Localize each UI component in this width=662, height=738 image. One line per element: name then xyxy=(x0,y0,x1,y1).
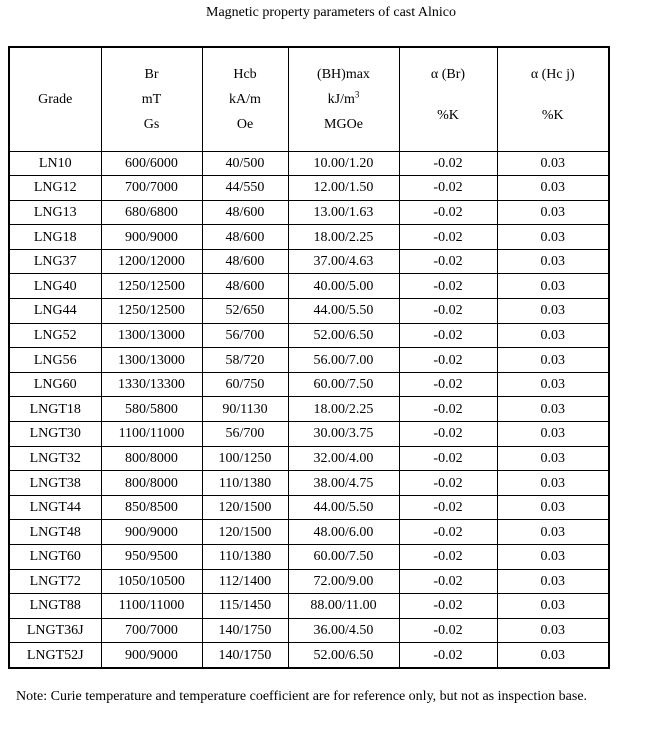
cell-hcb: 120/1500 xyxy=(202,520,288,545)
cell-alpha-br: -0.02 xyxy=(399,323,497,348)
cell-grade: LNGT32 xyxy=(9,446,101,471)
cell-br: 1300/13000 xyxy=(101,348,202,373)
table-row xyxy=(9,397,609,422)
cell-br: 950/9500 xyxy=(101,545,202,570)
cell-hcb: 58/720 xyxy=(202,348,288,373)
cell-br: 600/6000 xyxy=(101,151,202,176)
cell-grade: LNG56 xyxy=(9,348,101,373)
cell-alpha-hcj: 0.03 xyxy=(497,495,609,520)
cell-hcb: 56/700 xyxy=(202,323,288,348)
cell-grade: LNGT38 xyxy=(9,471,101,496)
cell-grade: LNG37 xyxy=(9,249,101,274)
cell-br: 1300/13000 xyxy=(101,323,202,348)
cell-bhmax: 56.00/7.00 xyxy=(288,348,399,373)
table-row xyxy=(9,471,609,496)
cell-bhmax: 36.00/4.50 xyxy=(288,618,399,643)
cell-alpha-br: -0.02 xyxy=(399,594,497,619)
cell-bhmax: 48.00/6.00 xyxy=(288,520,399,545)
cell-grade: LNGT72 xyxy=(9,569,101,594)
cell-bhmax: 88.00/11.00 xyxy=(288,594,399,619)
cell-bhmax: 40.00/5.00 xyxy=(288,274,399,299)
table-row xyxy=(9,176,609,201)
cell-alpha-br: -0.02 xyxy=(399,446,497,471)
cell-br: 1100/11000 xyxy=(101,594,202,619)
cell-alpha-hcj: 0.03 xyxy=(497,520,609,545)
cell-alpha-br: -0.02 xyxy=(399,643,497,668)
cell-br: 680/6800 xyxy=(101,200,202,225)
cell-alpha-hcj: 0.03 xyxy=(497,274,609,299)
cell-br: 800/8000 xyxy=(101,471,202,496)
cell-alpha-hcj: 0.03 xyxy=(497,372,609,397)
cell-alpha-hcj: 0.03 xyxy=(497,594,609,619)
cell-bhmax: 60.00/7.50 xyxy=(288,372,399,397)
cell-grade: LNGT60 xyxy=(9,545,101,570)
cell-hcb: 112/1400 xyxy=(202,569,288,594)
magnetic-properties-table xyxy=(8,46,610,669)
cell-br: 900/9000 xyxy=(101,643,202,668)
cell-bhmax: 18.00/2.25 xyxy=(288,225,399,250)
header-hcb-name: Hcb xyxy=(233,66,257,82)
table-row xyxy=(9,348,609,373)
cell-grade: LNGT36J xyxy=(9,618,101,643)
cell-br: 850/8500 xyxy=(101,495,202,520)
cell-br: 900/9000 xyxy=(101,225,202,250)
header-bhmax-unit-base: kJ/m xyxy=(327,91,355,107)
table-row xyxy=(9,422,609,447)
cell-alpha-br: -0.02 xyxy=(399,200,497,225)
cell-grade: LNGT88 xyxy=(9,594,101,619)
cell-bhmax: 37.00/4.63 xyxy=(288,249,399,274)
table-row xyxy=(9,200,609,225)
cell-br: 1250/12500 xyxy=(101,299,202,324)
cell-bhmax: 72.00/9.00 xyxy=(288,569,399,594)
cell-hcb: 40/500 xyxy=(202,151,288,176)
header-alpha-br-name: α (Br) xyxy=(430,67,466,83)
cell-alpha-hcj: 0.03 xyxy=(497,200,609,225)
cell-alpha-br: -0.02 xyxy=(399,471,497,496)
cell-bhmax: 44.00/5.50 xyxy=(288,495,399,520)
cell-grade: LNGT48 xyxy=(9,520,101,545)
cell-grade: LNG12 xyxy=(9,176,101,201)
cell-hcb: 44/550 xyxy=(202,176,288,201)
cell-hcb: 115/1450 xyxy=(202,594,288,619)
cell-hcb: 52/650 xyxy=(202,299,288,324)
cell-br: 1330/13300 xyxy=(101,372,202,397)
table-header xyxy=(9,47,609,151)
table-body xyxy=(9,151,609,668)
cell-br: 900/9000 xyxy=(101,520,202,545)
cell-grade: LNG40 xyxy=(9,274,101,299)
cell-alpha-br: -0.02 xyxy=(399,225,497,250)
cell-alpha-hcj: 0.03 xyxy=(497,446,609,471)
cell-grade: LN10 xyxy=(9,151,101,176)
table-row xyxy=(9,299,609,324)
cell-alpha-br: -0.02 xyxy=(399,249,497,274)
cell-alpha-br: -0.02 xyxy=(399,495,497,520)
cell-bhmax: 10.00/1.20 xyxy=(288,151,399,176)
header-br xyxy=(101,47,202,151)
cell-alpha-br: -0.02 xyxy=(399,176,497,201)
header-br-name: Br xyxy=(144,66,159,82)
cell-grade: LNG13 xyxy=(9,200,101,225)
cell-bhmax: 44.00/5.50 xyxy=(288,299,399,324)
cell-alpha-br: -0.02 xyxy=(399,274,497,299)
cell-alpha-br: -0.02 xyxy=(399,569,497,594)
table-row xyxy=(9,618,609,643)
cell-bhmax: 52.00/6.50 xyxy=(288,643,399,668)
table-row xyxy=(9,594,609,619)
cell-alpha-br: -0.02 xyxy=(399,520,497,545)
table-row xyxy=(9,545,609,570)
header-alpha-br-unit: %K xyxy=(437,108,459,124)
cell-alpha-br: -0.02 xyxy=(399,299,497,324)
cell-hcb: 110/1380 xyxy=(202,545,288,570)
table-row xyxy=(9,274,609,299)
table-row xyxy=(9,372,609,397)
cell-alpha-br: -0.02 xyxy=(399,618,497,643)
header-bhmax-unit-si xyxy=(289,87,399,112)
table-row xyxy=(9,495,609,520)
cell-hcb: 48/600 xyxy=(202,274,288,299)
cell-bhmax: 52.00/6.50 xyxy=(288,323,399,348)
header-hcb-unit-si: kA/m xyxy=(229,91,261,107)
cell-bhmax: 30.00/3.75 xyxy=(288,422,399,447)
table-row xyxy=(9,569,609,594)
table-row xyxy=(9,520,609,545)
cell-hcb: 110/1380 xyxy=(202,471,288,496)
header-br-unit-cgs: Gs xyxy=(143,116,160,132)
cell-alpha-br: -0.02 xyxy=(399,372,497,397)
header-grade: Grade xyxy=(9,47,101,151)
header-alpha-hcj-name: α (Hc j) xyxy=(530,67,575,83)
table-row xyxy=(9,323,609,348)
cell-alpha-br: -0.02 xyxy=(399,151,497,176)
cell-alpha-br: -0.02 xyxy=(399,348,497,373)
table-row xyxy=(9,643,609,668)
cell-grade: LNGT18 xyxy=(9,397,101,422)
cell-alpha-hcj: 0.03 xyxy=(497,348,609,373)
cell-hcb: 140/1750 xyxy=(202,643,288,668)
cell-alpha-hcj: 0.03 xyxy=(497,545,609,570)
cell-hcb: 120/1500 xyxy=(202,495,288,520)
cell-bhmax: 12.00/1.50 xyxy=(288,176,399,201)
cell-alpha-hcj: 0.03 xyxy=(497,249,609,274)
cell-alpha-hcj: 0.03 xyxy=(497,471,609,496)
cell-alpha-hcj: 0.03 xyxy=(497,151,609,176)
header-bhmax-unit-exponent: 3 xyxy=(354,89,360,100)
cell-br: 1250/12500 xyxy=(101,274,202,299)
cell-hcb: 48/600 xyxy=(202,249,288,274)
cell-bhmax: 38.00/4.75 xyxy=(288,471,399,496)
cell-alpha-hcj: 0.03 xyxy=(497,422,609,447)
cell-bhmax: 18.00/2.25 xyxy=(288,397,399,422)
cell-alpha-br: -0.02 xyxy=(399,422,497,447)
cell-grade: LNGT52J xyxy=(9,643,101,668)
header-bhmax xyxy=(288,47,399,151)
cell-alpha-hcj: 0.03 xyxy=(497,569,609,594)
cell-bhmax: 32.00/4.00 xyxy=(288,446,399,471)
cell-hcb: 100/1250 xyxy=(202,446,288,471)
cell-hcb: 56/700 xyxy=(202,422,288,447)
cell-hcb: 48/600 xyxy=(202,225,288,250)
cell-alpha-hcj: 0.03 xyxy=(497,618,609,643)
table-row xyxy=(9,249,609,274)
cell-alpha-hcj: 0.03 xyxy=(497,643,609,668)
cell-alpha-hcj: 0.03 xyxy=(497,323,609,348)
header-hcb xyxy=(202,47,288,151)
header-hcb-unit-cgs: Oe xyxy=(236,116,254,132)
cell-hcb: 90/1130 xyxy=(202,397,288,422)
page-title: Magnetic property parameters of cast Alnico xyxy=(206,5,456,20)
cell-br: 580/5800 xyxy=(101,397,202,422)
header-alpha-br xyxy=(399,47,497,151)
cell-br: 1100/11000 xyxy=(101,422,202,447)
cell-grade: LNG60 xyxy=(9,372,101,397)
cell-grade: LNG44 xyxy=(9,299,101,324)
cell-hcb: 140/1750 xyxy=(202,618,288,643)
cell-grade: LNGT44 xyxy=(9,495,101,520)
cell-hcb: 48/600 xyxy=(202,200,288,225)
cell-alpha-hcj: 0.03 xyxy=(497,299,609,324)
footnote: Note: Curie temperature and temperature coefficient are for reference only, but not as inspection base. xyxy=(16,689,588,704)
header-br-unit-si: mT xyxy=(141,91,162,107)
cell-alpha-br: -0.02 xyxy=(399,397,497,422)
header-bhmax-name: (BH)max xyxy=(317,66,370,82)
cell-alpha-hcj: 0.03 xyxy=(497,176,609,201)
cell-br: 1050/10500 xyxy=(101,569,202,594)
cell-br: 1200/12000 xyxy=(101,249,202,274)
cell-bhmax: 13.00/1.63 xyxy=(288,200,399,225)
cell-grade: LNGT30 xyxy=(9,422,101,447)
cell-alpha-br: -0.02 xyxy=(399,545,497,570)
cell-grade: LNG52 xyxy=(9,323,101,348)
header-bhmax-unit-cgs: MGOe xyxy=(324,116,363,132)
cell-hcb: 60/750 xyxy=(202,372,288,397)
header-alpha-hcj-unit: %K xyxy=(541,108,564,124)
cell-alpha-hcj: 0.03 xyxy=(497,397,609,422)
cell-alpha-hcj: 0.03 xyxy=(497,225,609,250)
cell-br: 700/7000 xyxy=(101,176,202,201)
header-alpha-hcj xyxy=(497,47,609,151)
cell-grade: LNG18 xyxy=(9,225,101,250)
cell-br: 800/8000 xyxy=(101,446,202,471)
table-row xyxy=(9,225,609,250)
cell-bhmax: 60.00/7.50 xyxy=(288,545,399,570)
table-row xyxy=(9,446,609,471)
cell-br: 700/7000 xyxy=(101,618,202,643)
table-row xyxy=(9,151,609,176)
